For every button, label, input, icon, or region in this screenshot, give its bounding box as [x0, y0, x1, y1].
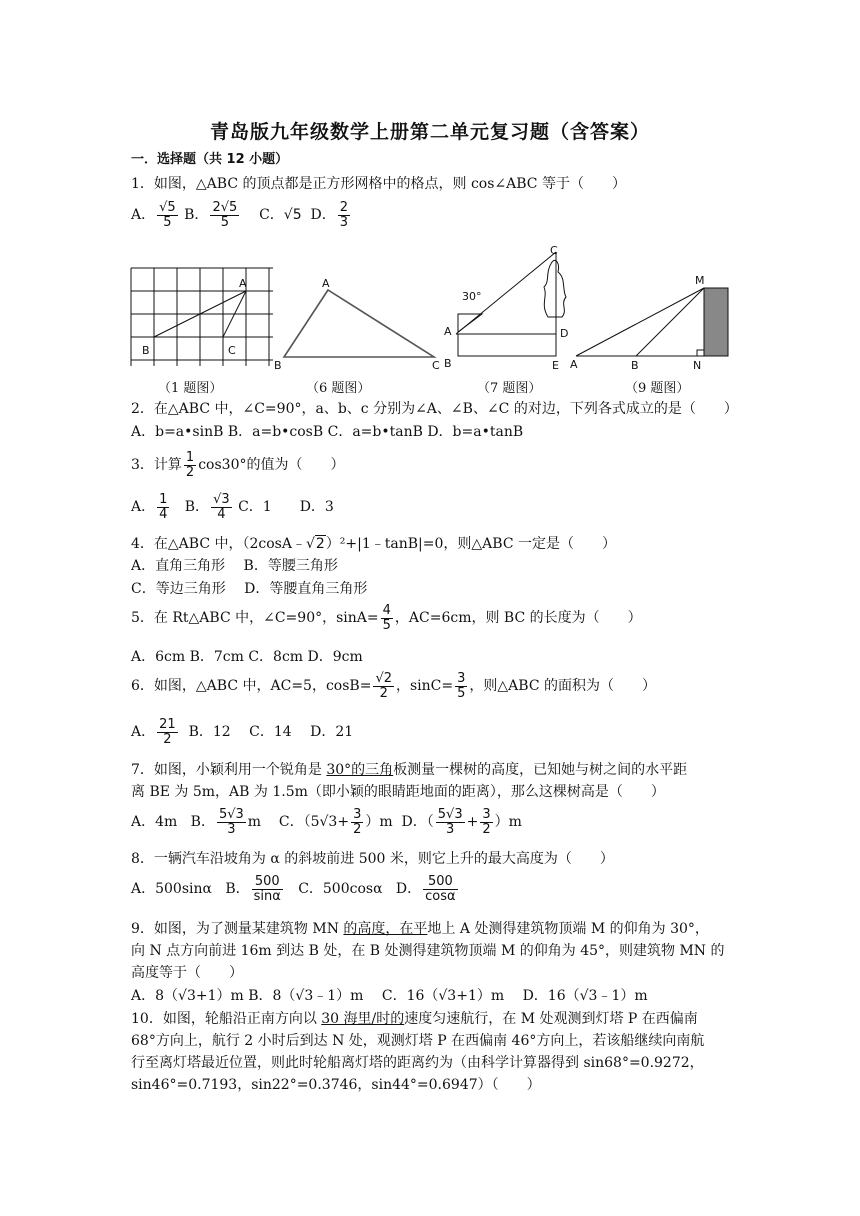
question-9-options: A．8（√3+1）m B．8（√3﹣1）m C．16（√3+1）m D．16（√3﹣1）m	[131, 988, 648, 1004]
question-1-options: A． $\frac{√5}{5}$ B． $\frac{2√5}{5}$ C．√5 D． $\frac{2}{3}$	[131, 199, 349, 230]
fig9-label-n: N	[693, 359, 702, 372]
question-3-stem: 3．计算 $\frac{1}{2}$ cos30°的值为（ ）	[131, 449, 345, 480]
question-2-options: A．b=a•sinB B．a=b•cosB C．a=b•tanB D．b=a•tanB	[131, 424, 524, 440]
section-heading: 一．选择题（共 12 小题）	[131, 152, 289, 167]
fig6-label-c: C	[432, 359, 440, 372]
question-7-line-1: 7．如图，小颖利用一个锐角是 30°的三角板测量一棵树的高度，已知她与树之间的水平距	[131, 762, 688, 778]
fig7-label-b: B	[444, 357, 452, 370]
caption-fig7: （7 题图）	[477, 381, 542, 396]
page-title: 青岛版九年级数学上册第二单元复习题（含答案）	[209, 121, 650, 143]
fig6-label-b: B	[274, 359, 282, 372]
question-10-line-3: 行至离灯塔最近位置，则此时轮船离灯塔的距离约为（由科学计算器得到 sin68°=0.9272，	[131, 1055, 704, 1071]
fig7-label-a: A	[444, 325, 452, 338]
question-10-line-2: 68°方向上，航行 2 小时后到达 N 处，观测灯塔 P 在西偏南 46°方向上，若该船继续向南航	[131, 1033, 705, 1049]
question-3-options: A． $\frac{1}{4}$ B． $\frac{√3}{4}$ C．1 D．3	[131, 491, 334, 522]
caption-fig9: （9 题图）	[625, 381, 690, 396]
fig7-label-d: D	[560, 327, 569, 340]
caption-fig6: （6 题图）	[306, 381, 371, 396]
fig1-label-b: B	[142, 344, 150, 357]
question-4-options-cd: C．等边三角形 D．等腰直角三角形	[131, 581, 368, 597]
question-6-options: A． $\frac{21}{2}$ B．12 C．14 D．21	[131, 716, 354, 747]
question-2-stem: 2．在△ABC 中，∠C=90°，a、b、c 分别为∠A、∠B、∠C 的对边，下列各式成立的是（ ）	[131, 401, 738, 417]
figure-1-grid	[128, 265, 276, 369]
caption-fig1: （1 题图）	[158, 381, 223, 396]
question-9-line-2: 向 N 点方向前进 16m 到达 B 处，在 B 处测得建筑物顶端 M 的仰角为 45°，则建筑物 MN 的	[131, 943, 725, 959]
question-7-line-2: 离 BE 为 5m，AB 为 1.5m（即小颖的眼睛距地面的距离），那么这棵树高是（ ）	[131, 784, 665, 800]
figure-7-tree	[440, 242, 580, 372]
fig1-label-a: A	[239, 277, 247, 290]
fig9-label-b: B	[631, 359, 639, 372]
question-8-options: A．500sinα B． $\frac{500}{\sin\alpha}$ C．500cosα D． $\frac{500}{\cos\alpha}$	[131, 873, 456, 904]
question-6-stem: 6．如图，△ABC 中，AC=5，cosB= $\frac{√2}{2}$ ，sinC= $\frac{3}{5}$ ，则△ABC 的面积为（ ）	[131, 670, 656, 701]
question-9-line-1: 9．如图，为了测量某建筑物 MN 的高度，在平地上 A 处测得建筑物顶端 M 的仰角为 30°，	[131, 921, 709, 937]
fig7-label-e: E	[552, 359, 559, 372]
figure-6-triangle	[272, 275, 442, 373]
figure-9-building	[568, 272, 734, 372]
fig9-label-m: M	[695, 274, 705, 287]
question-4-stem: 4．在△ABC 中，（2cosA﹣√2）²+|1﹣tanB|=0，则△ABC 一定是（ ）	[131, 536, 616, 552]
fig7-angle-label: 30°	[462, 290, 482, 303]
question-8-stem: 8．一辆汽车沿坡角为 α 的斜坡前进 500 米，则它上升的最大高度为（ ）	[131, 851, 614, 867]
question-9-line-3: 高度等于（ ）	[131, 965, 243, 981]
question-4-options-ab: A．直角三角形 B．等腰三角形	[131, 558, 338, 574]
fig9-label-a: A	[570, 358, 578, 371]
fig1-label-c: C	[228, 344, 236, 357]
question-10-line-1: 10．如图，轮船沿正南方向以 30 海里/时的速度匀速航行，在 M 处观测到灯塔 P 在西偏南	[131, 1011, 698, 1027]
fig7-label-c: C	[550, 244, 558, 257]
question-10-line-4: sin46°=0.7193，sin22°=0.3746，sin44°=0.6947）（ ）	[131, 1077, 541, 1093]
fig6-label-a: A	[322, 277, 330, 290]
question-7-options: A．4m B． $\frac{5√3}{3}$ m C．（5√3+ $\frac{3}{2}$ ）m D．（ $\frac{5√3}{3}$ + $\frac{3}{2}$ ）m	[131, 806, 522, 837]
question-5-stem: 5．在 Rt△ABC 中，∠C=90°，sinA= $\frac{4}{5}$ ，AC=6cm，则 BC 的长度为（ ）	[131, 602, 642, 633]
question-5-options: A．6cm B．7cm C．8cm D．9cm	[131, 649, 363, 665]
question-1-stem: 1．如图，△ABC 的顶点都是正方形网格中的格点，则 cos∠ABC 等于（ ）	[131, 176, 626, 192]
